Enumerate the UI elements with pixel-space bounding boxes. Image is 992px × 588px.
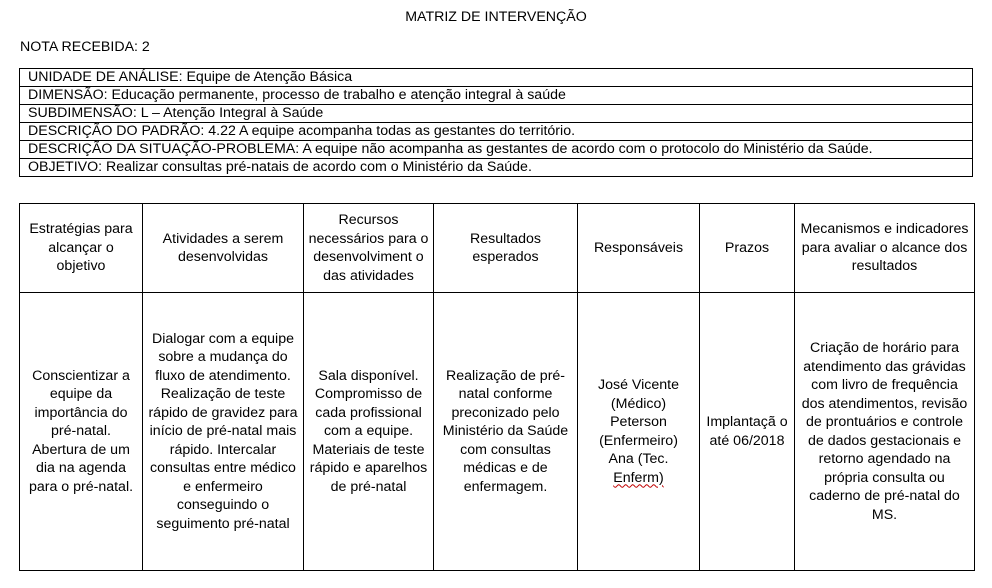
intervention-matrix-table [19,203,975,571]
cell-estrategias: Conscientizar a equipe da importância do pré-natal. Abertura de um dia na agenda para o pré-natal. [20,293,143,571]
spellcheck-word: Enferm) [613,469,664,486]
objetivo: OBJETIVO: Realizar consultas pré-natais de acordo com o Ministério da Saúde. [28,159,532,175]
header-estrategias: Estratégias para alcançar o objetivo [20,204,143,293]
nota-recebida: NOTA RECEBIDA: 2 [20,39,150,55]
cell-recursos: Sala disponível. Compromisso de cada profissional com a equipe. Materiais de teste rápido e aparelhos de pré-natal [304,293,434,571]
cell-mecanismos: Criação de horário para atendimento das grávidas com livro de frequência dos atendimentos, revisão de prontuários e controle de dados gestacionais e retorno agendado na própria consulta ou caderno de pré-natal do MS. [795,293,975,571]
header-prazos: Prazos [700,204,795,293]
header-recursos: Recursos necessários para o desenvolviment o das atividades [304,204,434,293]
cell-prazos: Implantaçã o até 06/2018 [700,293,795,571]
responsavel-tecnica-cargo [582,469,695,488]
table-header-row [20,204,975,293]
header-resultados: Resultados esperados [434,204,578,293]
responsavel-enfermeiro: Peterson (Enfermeiro) [599,414,678,449]
header-atividades: Atividades a serem desenvolvidas [143,204,304,293]
header-responsaveis: Responsáveis [578,204,700,293]
descricao-do-padrao: DESCRIÇÃO DO PADRÃO: 4.22 A equipe acompanha todas as gestantes do território. [20,123,972,141]
subdimensao: SUBDIMENSÃO: L – Atenção Integral à Saúde [20,105,972,123]
info-section [19,68,973,177]
dimensao: DIMENSÃO: Educação permanente, processo de trabalho e atenção integral à saúde [20,87,972,105]
cell-atividades: Dialogar com a equipe sobre a mudança do fluxo de atendimento. Realização de teste rápido de gravidez para início de pré-natal mais rápido. Intercalar consultas entre médico e enfermeiro conseguindo o seguimento pré-natal [143,293,304,571]
header-mecanismos: Mecanismos e indicadores para avaliar o alcance dos resultados [795,204,975,293]
responsavel-tecnica: Ana (Tec. [608,451,669,467]
cell-responsaveis [578,293,700,571]
unidade-de-analise: UNIDADE DE ANÁLISE: Equipe de Atenção Básica [20,69,972,87]
cell-resultados: Realização de pré-natal conforme preconizado pelo Ministério da Saúde com consultas médicas e de enfermagem. [434,293,578,571]
document-title: MATRIZ DE INTERVENÇÃO [405,9,587,25]
table-row [20,293,975,571]
responsavel-medico: José Vicente (Médico) [598,377,679,412]
descricao-da-situacao-problema: DESCRIÇÃO DA SITUAÇÃO-PROBLEMA: A equipe não acompanha as gestantes de acordo com o protocolo do Ministério da Saúde. [20,141,972,159]
